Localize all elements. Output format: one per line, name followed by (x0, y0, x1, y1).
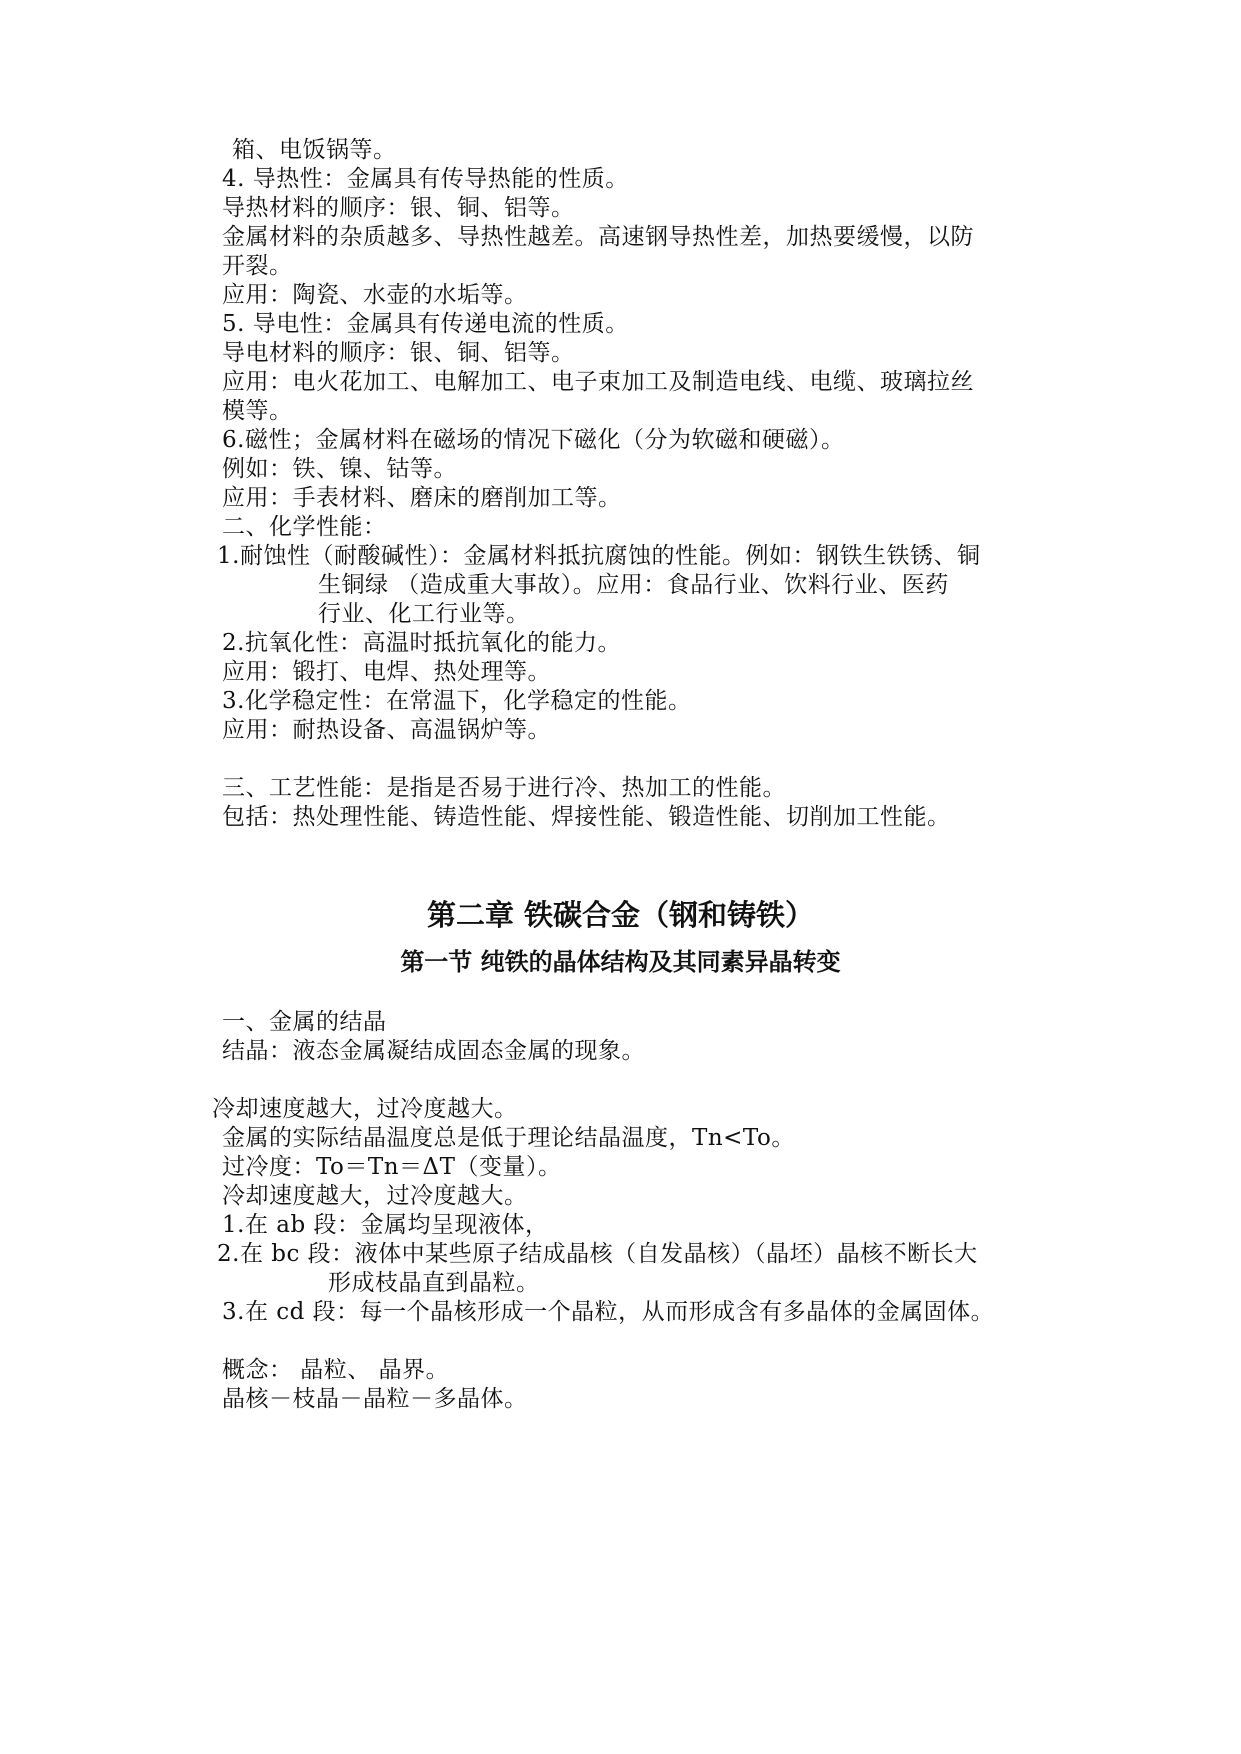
chapter-title: 第二章 铁碳合金（钢和铸铁） (426, 898, 815, 932)
text-line: 形成枝晶直到晶粒。 (328, 1270, 540, 1296)
text-line: 导电材料的顺序：银、铜、铝等。 (222, 340, 575, 366)
text-line: 开裂。 (222, 253, 293, 279)
text-line: 1.耐蚀性（耐酸碱性）：金属材料抵抗腐蚀的性能。例如：钢铁生铁锈、铜 (217, 543, 981, 569)
text-line: 3.化学稳定性：在常温下，化学稳定的性能。 (222, 688, 692, 714)
text-line: 4. 导热性：金属具有传导热能的性质。 (222, 166, 629, 192)
section-heading: 三、工艺性能：是指是否易于进行冷、热加工的性能。 (222, 775, 786, 801)
text-line: 2.在 bc 段：液体中某些原子结成晶核（自发晶核）（晶坯）晶核不断长大 (217, 1241, 978, 1267)
section-heading: 一、金属的结晶 (222, 1009, 387, 1035)
text-line: 模等。 (222, 398, 293, 424)
text-line: 1.在 ab 段：金属均呈现液体， (222, 1212, 549, 1238)
text-line: 6.磁性；金属材料在磁场的情况下磁化（分为软磁和硬磁）。 (222, 427, 845, 453)
text-line: 例如：铁、镍、钴等。 (222, 456, 457, 482)
text-line: 5. 导电性：金属具有传递电流的性质。 (222, 311, 629, 337)
text-line: 应用：手表材料、磨床的磨削加工等。 (222, 485, 622, 511)
text-line: 应用：锻打、电焊、热处理等。 (222, 659, 551, 685)
section-heading: 二、化学性能： (222, 514, 387, 540)
text-line: 冷却速度越大，过冷度越大。 (212, 1096, 518, 1122)
text-line: 箱、电饭锅等。 (232, 137, 397, 163)
text-line: 金属材料的杂质越多、导热性越差。高速钢导热性差，加热要缓慢，以防 (222, 224, 974, 250)
text-line: 应用：电火花加工、电解加工、电子束加工及制造电线、电缆、玻璃拉丝 (222, 369, 974, 395)
text-line: 2.抗氧化性：高温时抵抗氧化的能力。 (222, 630, 621, 656)
text-line: 导热材料的顺序：银、铜、铝等。 (222, 195, 575, 221)
section-title: 第一节 纯铁的晶体结构及其同素异晶转变 (400, 947, 841, 976)
text-line: 晶核－枝晶－晶粒－多晶体。 (222, 1386, 528, 1412)
text-line: 行业、化工行业等。 (318, 601, 530, 627)
text-line: 过冷度：To＝Tn＝ΔT（变量）。 (222, 1154, 562, 1180)
text-line: 金属的实际结晶温度总是低于理论结晶温度，Tn<To。 (222, 1125, 795, 1151)
text-line: 包括：热处理性能、铸造性能、焊接性能、锻造性能、切削加工性能。 (222, 804, 951, 830)
text-line: 应用：耐热设备、高温锅炉等。 (222, 717, 551, 743)
text-line: 结晶：液态金属凝结成固态金属的现象。 (222, 1038, 645, 1064)
text-line: 生铜绿 （造成重大事故）。应用：食品行业、饮料行业、医药 (318, 572, 949, 598)
text-line: 应用：陶瓷、水壶的水垢等。 (222, 282, 528, 308)
text-line: 冷却速度越大，过冷度越大。 (222, 1183, 528, 1209)
text-line: 3.在 cd 段：每一个晶核形成一个晶粒，从而形成含有多晶体的金属固体。 (222, 1299, 995, 1325)
text-line: 概念： 晶粒、 晶界。 (222, 1357, 450, 1383)
